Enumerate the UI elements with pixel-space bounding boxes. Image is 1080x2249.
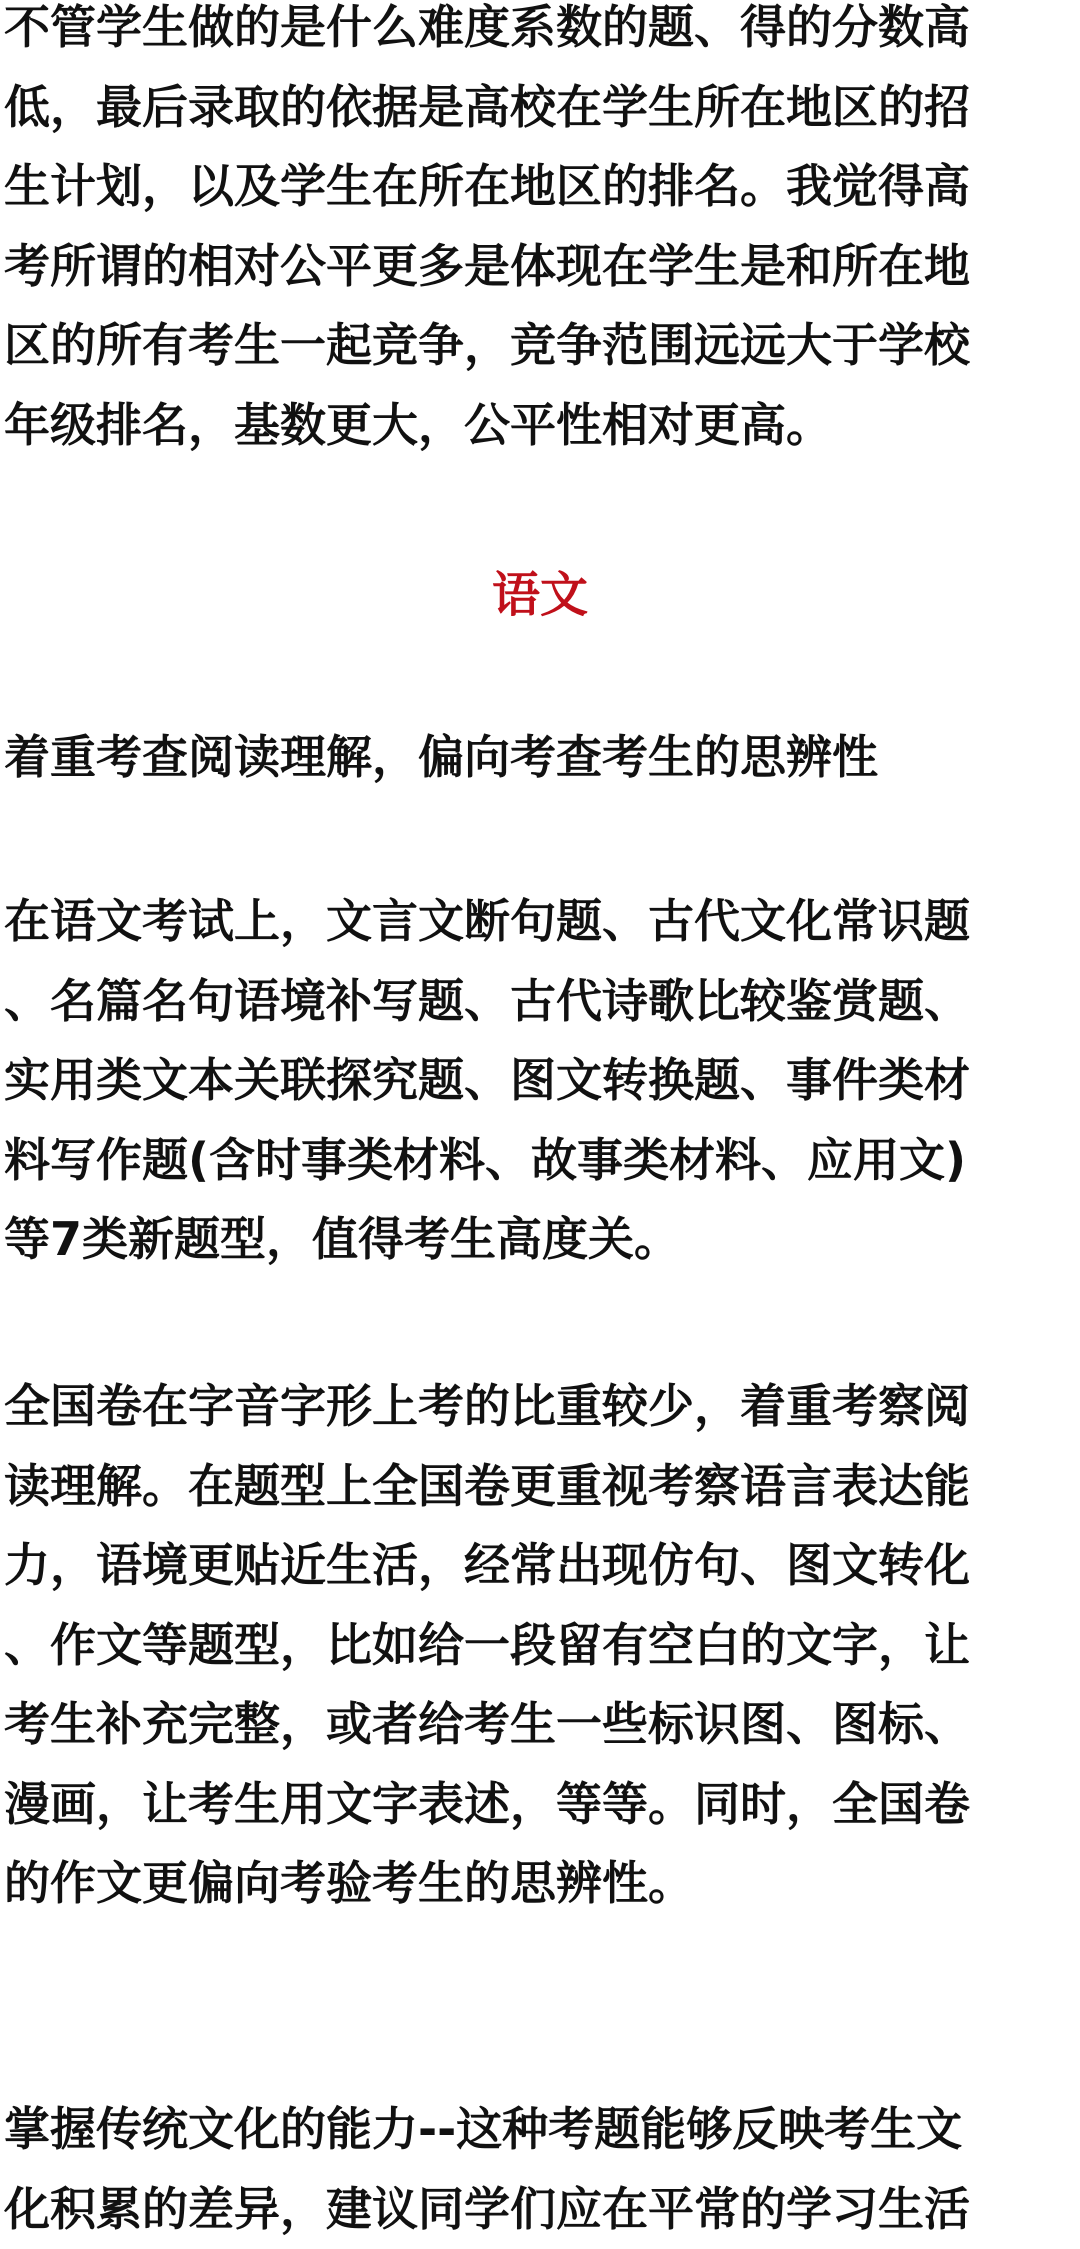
section-subtitle: 着重考查阅读理解，偏向考查考生的思辨性 xyxy=(4,730,878,784)
new-question-types-paragraph: 在语文考试上，文言文断句题、古代文化常识题 、名篇名句语境补写题、古代诗歌比较鉴赏题、 实用类文本关联探究题、图文转换题、事件类材 料写作题(含时事类材料、故事类材料、应用文) 等7类新题型，值得考生高度关。 xyxy=(4,894,970,1266)
intro-paragraph: 不管学生做的是什么难度系数的题、得的分数高 低，最后录取的依据是高校在学生所在地区的招 生计划，以及学生在所在地区的排名。我觉得高 考所谓的相对公平更多是体现在学生是和所在地 区的所有考生一起竞争，竞争范围远远大于学校 年级排名，基数更大，公平性相对更高。 xyxy=(4,0,970,452)
national-exam-paragraph: 全国卷在字音字形上考的比重较少，着重考察阅 读理解。在题型上全国卷更重视考察语言表达能 力，语境更贴近生活，经常出现仿句、图文转化 、作文等题型，比如给一段留有空白的文字，让 考生补充完整，或者给考生一些标识图、图标、 漫画，让考生用文字表述，等等。同时，全国卷 的作文更偏向考验考生的思辨性。 xyxy=(4,1379,970,1910)
section-heading: 语文 xyxy=(491,567,588,623)
traditional-culture-paragraph: 掌握传统文化的能力--这种考题能够反映考生文 化积累的差异，建议同学们应在平常的学习生活 xyxy=(4,2102,970,2236)
